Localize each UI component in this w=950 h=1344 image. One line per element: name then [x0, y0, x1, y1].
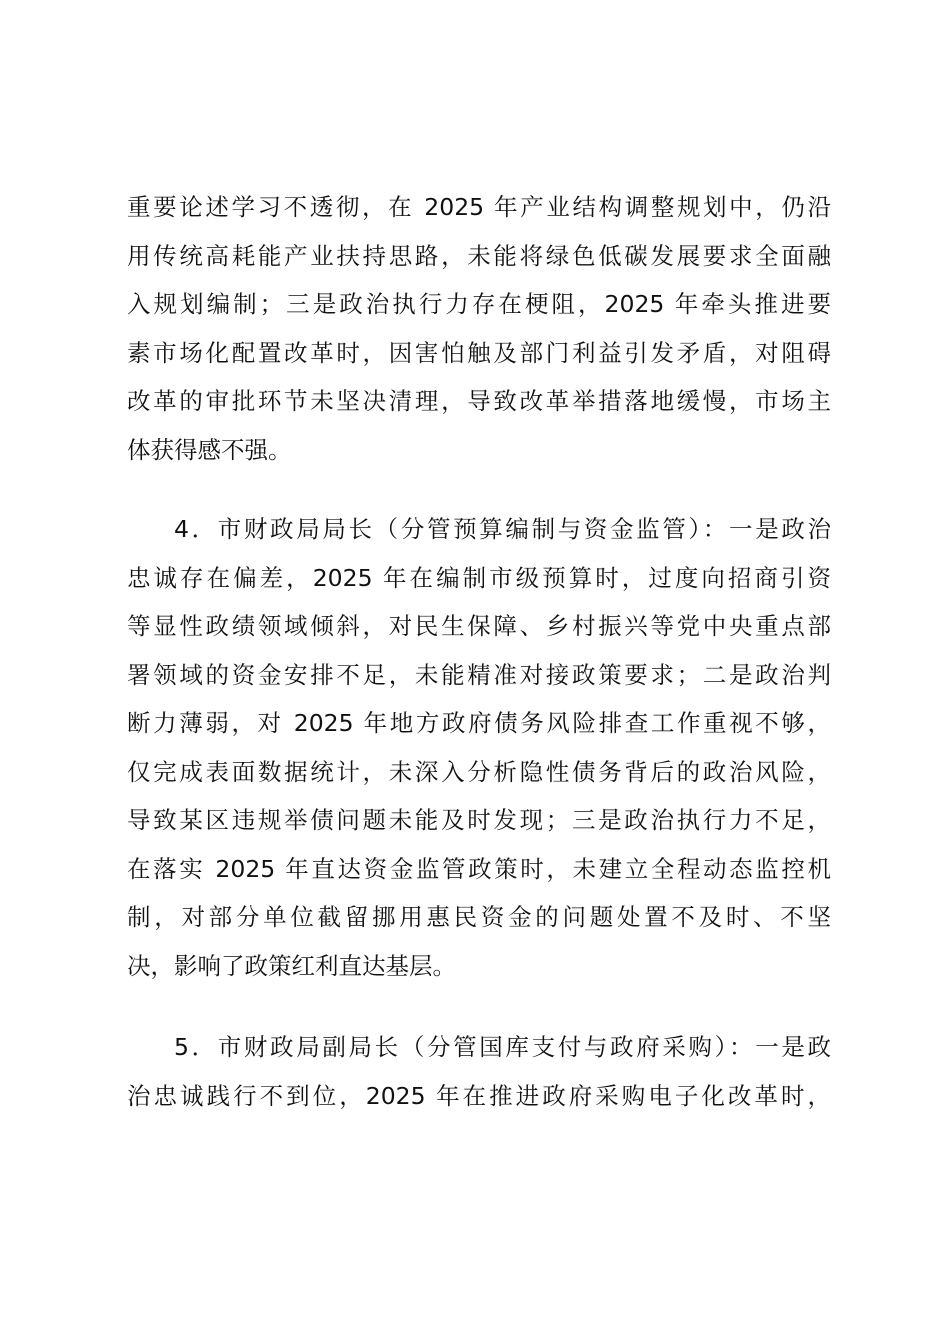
text-line: 署领域的资金安排不足，未能精准对接政策要求；二是政治判: [127, 660, 831, 689]
text-line: 改革的审批环节未坚决清理，导致改革举措落地缓慢，市场主: [127, 387, 831, 415]
text-line: 导致某区违规举债问题未能及时发现；三是政治执行力不足，: [127, 806, 831, 834]
text-line: 在落实 2025 年直达资金监管政策时，未建立全程动态监控机: [127, 854, 831, 883]
paragraph-item-5: [127, 1023, 831, 1120]
text-line: 用传统高耗能产业扶持思路，未能将绿色低碳发展要求全面融: [127, 241, 831, 270]
text-line: 5．市财政局副局长（分管国库支付与政府采购）：一是政: [174, 1033, 831, 1061]
paragraph-3-continuation: [127, 183, 831, 474]
text-line: 素市场化配置改革时，因害怕触及部门利益引发矛盾，对阻碍: [127, 338, 831, 367]
text-line: 仅完成表面数据统计，未深入分析隐性债务背后的政治风险，: [127, 757, 831, 786]
text-line: 等显性政绩领域倾斜，对民生保障、乡村振兴等党中央重点部: [127, 612, 831, 640]
text-line: 断力薄弱，对 2025 年地方政府债务风险排查工作重视不够，: [127, 709, 831, 737]
text-line: 体获得感不强。: [127, 435, 292, 464]
text-line: 决，影响了政策红利直达基层。: [127, 951, 456, 980]
text-line: 重要论述学习不透彻，在 2025 年产业结构调整规划中，仍沿: [127, 193, 831, 221]
text-line: 制，对部分单位截留挪用惠民资金的问题处置不及时、不坚: [127, 903, 831, 931]
paragraph-item-4: [127, 505, 831, 990]
text-line: 忠诚存在偏差，2025 年在编制市级预算时，过度向招商引资: [127, 563, 831, 592]
text-line: 4．市财政局局长（分管预算编制与资金监管）：一是政治: [174, 515, 831, 543]
text-line: 治忠诚践行不到位，2025 年在推进政府采购电子化改革时，: [127, 1081, 831, 1110]
text-line: 入规划编制；三是政治执行力存在梗阻，2025 年牵头推进要: [127, 290, 831, 318]
